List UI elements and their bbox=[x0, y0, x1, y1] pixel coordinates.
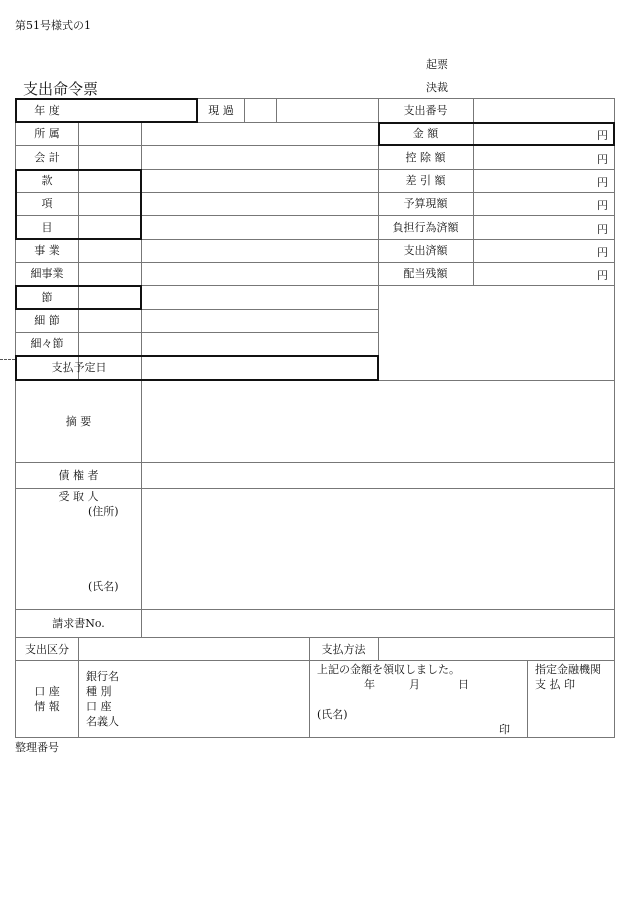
nendo-label: 年 度 bbox=[34, 104, 60, 117]
kingaku-label: 金 額 bbox=[412, 127, 439, 140]
yen-kingaku: 円 bbox=[597, 129, 608, 142]
shimei-label: (氏名) bbox=[88, 580, 119, 593]
kou-label: 項 bbox=[41, 197, 53, 210]
ginkou-label: 銀行名 bbox=[86, 670, 119, 683]
shitei-kikan-label: 指定金融機関 bbox=[535, 663, 601, 676]
kan-label: 款 bbox=[41, 174, 53, 187]
kessai-label: 決裁 bbox=[426, 81, 448, 94]
yen-koujogaku: 円 bbox=[597, 153, 608, 166]
yosan-genkaku-label: 予算現額 bbox=[403, 197, 448, 210]
uketorinin-label: 受 取 人 bbox=[58, 490, 99, 503]
shozoku-label: 所 属 bbox=[34, 127, 60, 140]
moku-label: 目 bbox=[41, 221, 53, 234]
yen-haitou: 円 bbox=[597, 269, 608, 282]
ryoushu-text: 上記の金額を領収しました。 bbox=[317, 663, 460, 676]
shiharai-houhou-label: 支払方法 bbox=[321, 643, 366, 656]
page-title: 支出命令票 bbox=[23, 80, 99, 98]
yen-sashihiki: 円 bbox=[597, 176, 608, 189]
nen-label: 年 bbox=[364, 678, 375, 691]
jouhou-label: 情 報 bbox=[34, 700, 60, 713]
seikyusho-label: 請求書No. bbox=[52, 617, 105, 630]
kouza2-label: 口 座 bbox=[86, 700, 112, 713]
saisaisetsu-label: 細々節 bbox=[30, 337, 64, 350]
meigi-label: 名義人 bbox=[86, 715, 119, 728]
jusho-label: (住所) bbox=[88, 505, 119, 518]
form-number: 第51号様式の1 bbox=[15, 19, 91, 32]
genka-label: 現 過 bbox=[208, 104, 234, 117]
shishutsu-kubun-label: 支出区分 bbox=[25, 643, 69, 656]
futan-label: 負担行為済額 bbox=[392, 221, 459, 234]
shubetsu-label: 種 別 bbox=[86, 685, 112, 698]
yen-futan: 円 bbox=[597, 223, 608, 236]
seiri-bango-label: 整理番号 bbox=[15, 741, 59, 754]
haitou-zangaku-label: 配当残額 bbox=[403, 267, 448, 280]
sashihikigaku-label: 差 引 額 bbox=[405, 174, 446, 187]
tekiyou-label: 摘 要 bbox=[65, 415, 92, 428]
yen-shishutsuzumi: 円 bbox=[597, 246, 608, 259]
saijigyou-label: 細事業 bbox=[30, 267, 64, 280]
shiharai-yoteibi-label: 支払予定日 bbox=[51, 361, 107, 374]
shimei2-label: (氏名) bbox=[317, 708, 348, 721]
shishutsuzumi-label: 支出済額 bbox=[403, 244, 448, 257]
setsu-label: 節 bbox=[41, 291, 53, 304]
hi-label: 日 bbox=[458, 678, 469, 691]
kouza-label: 口 座 bbox=[34, 685, 60, 698]
in-label: 印 bbox=[499, 723, 510, 736]
yen-yosan: 円 bbox=[597, 199, 608, 212]
tsuki-label: 月 bbox=[409, 678, 420, 691]
kihyo-label: 起票 bbox=[426, 58, 448, 71]
kaikei-label: 会 計 bbox=[34, 151, 60, 164]
koujogaku-label: 控 除 額 bbox=[405, 151, 446, 164]
jigyou-label: 事 業 bbox=[34, 244, 60, 257]
saikensha-label: 債 権 者 bbox=[58, 469, 99, 482]
shishutsu-bango-label: 支出番号 bbox=[403, 104, 448, 117]
saisetsu-label: 細 節 bbox=[34, 314, 60, 327]
shiharai-in-label: 支 払 印 bbox=[535, 678, 575, 691]
